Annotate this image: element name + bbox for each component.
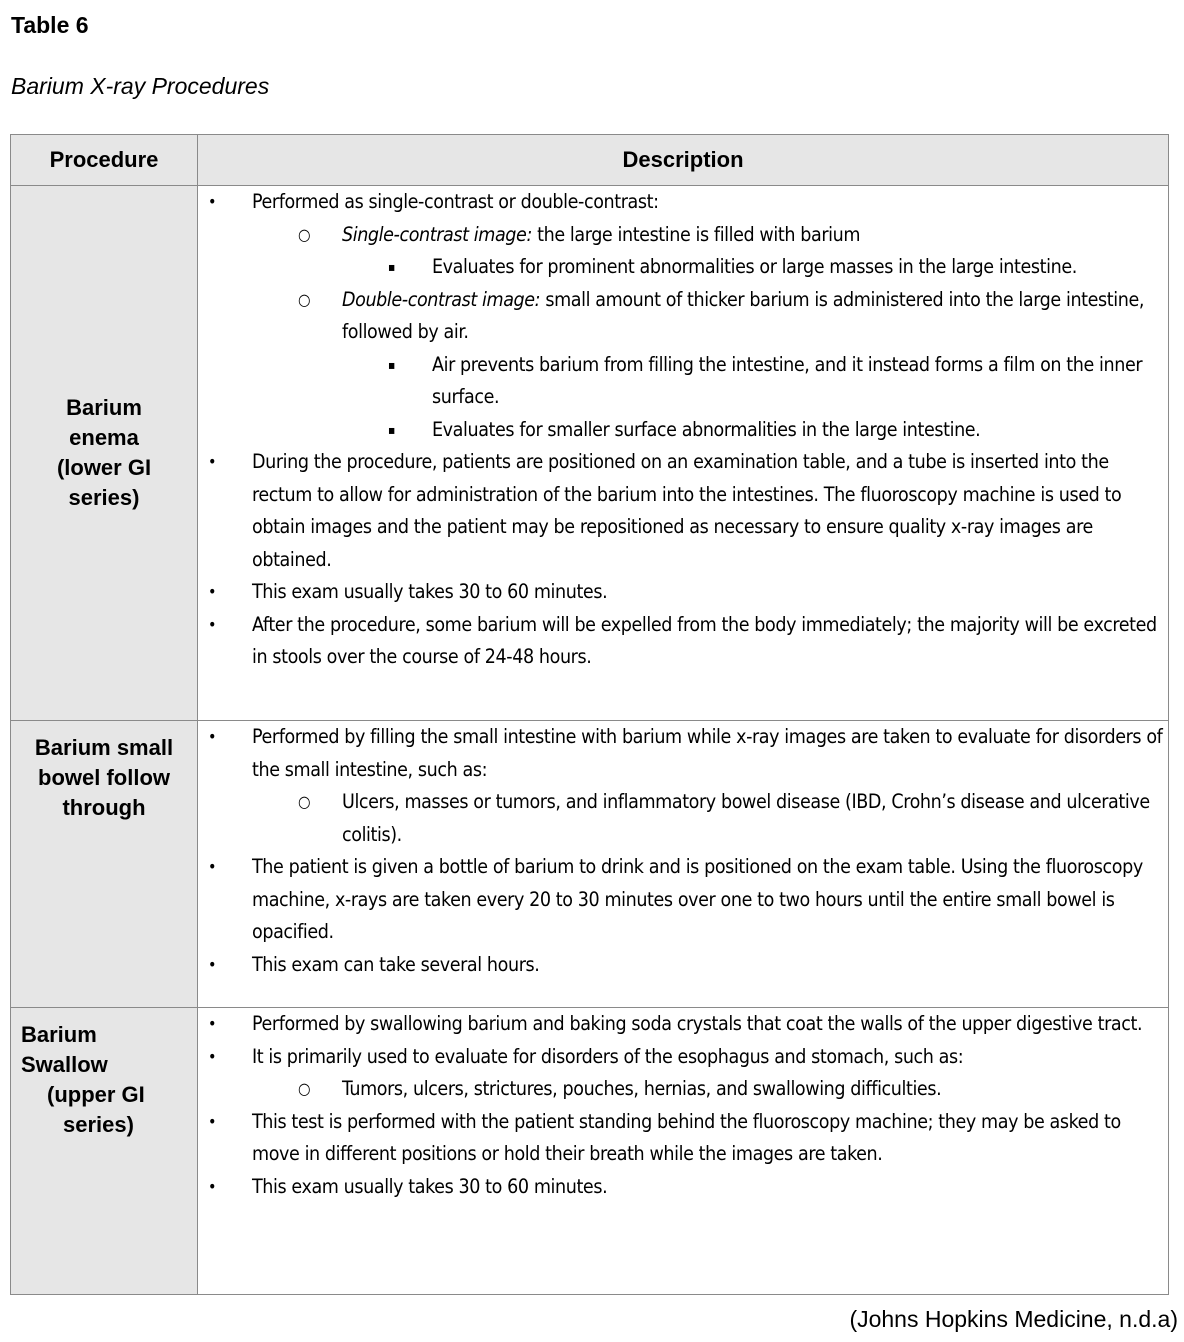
table-row xyxy=(11,1008,1169,1295)
procedures-table xyxy=(10,134,1169,1295)
item-text: This exam usually takes 30 to 60 minutes. xyxy=(252,580,608,603)
description-cell xyxy=(198,186,1169,721)
procedure-line: (upper GI xyxy=(47,1082,145,1107)
list-item xyxy=(198,349,1168,414)
table-title: Barium X-ray Procedures xyxy=(11,73,270,99)
list-item xyxy=(198,251,1168,284)
header-row xyxy=(11,135,1169,186)
item-italic-label: Double-contrast image: xyxy=(342,287,541,311)
procedure-line: through xyxy=(62,795,146,820)
list-item xyxy=(198,851,1168,949)
table-row xyxy=(11,721,1169,1008)
procedure-line: Barium small xyxy=(34,735,174,760)
bullet-disc-icon: • xyxy=(208,1176,217,1196)
item-text: Performed by filling the small intestine with barium while x-ray images are taken to evaluate for disorders of the small intestine, such as: xyxy=(252,725,1163,781)
item-text: This exam can take several hours. xyxy=(252,952,540,976)
bullet-square-icon: ▪ xyxy=(388,260,395,274)
citation: (Johns Hopkins Medicine, n.d.a) xyxy=(849,1306,1178,1332)
item-text: Air prevents barium from filling the intestine, and it instead forms a film on the inner surface. xyxy=(432,352,1143,408)
list-item xyxy=(198,1171,1168,1204)
bullet-circle-icon: ○ xyxy=(298,792,311,811)
item-text: This test is performed with the patient standing behind the fluoroscopy machine; they may be asked to move in different positions or hold their breath while the images are taken. xyxy=(252,1109,1121,1165)
procedure-line: enema xyxy=(69,425,139,450)
table-row xyxy=(11,186,1169,721)
bullet-disc-icon: • xyxy=(208,192,217,211)
bullet-disc-icon: • xyxy=(208,954,217,974)
list-item xyxy=(198,284,1168,349)
procedure-cell xyxy=(11,1008,198,1295)
bullet-square-icon: ▪ xyxy=(388,357,395,372)
item-text: During the procedure, patients are positioned on an examination table, and a tube is inserted into the rectum to allow for administration of the barium into the intestines. The fluoroscopy machine is used to obtain images and the patient may be repositioned as necessary to ensure quality x-ray images are obtained. xyxy=(252,450,1122,571)
item-text: The patient is given a bottle of barium to drink and is positioned on the exam table. Using the fluoroscopy machine, x-rays are taken every 20 to 30 minutes over one to two hours until the entire small bowel is opacified. xyxy=(252,855,1143,943)
item-text: Evaluates for smaller surface abnormalities in the large intestine. xyxy=(432,417,981,441)
list-item xyxy=(198,721,1168,786)
bullet-disc-icon: • xyxy=(208,857,217,876)
table-label: Table 6 xyxy=(11,12,89,38)
list-item xyxy=(198,576,1168,609)
list-item xyxy=(198,219,1168,252)
bullet-disc-icon: • xyxy=(208,727,217,746)
procedure-name xyxy=(11,733,197,823)
item-text: small amount of thicker barium is administered into the large intestine, followed by air. xyxy=(342,287,1145,343)
item-text: Performed as single-contrast or double-contrast: xyxy=(252,190,659,213)
bullet-disc-icon: • xyxy=(208,1014,217,1033)
item-text: the large intestine is filled with barium xyxy=(531,222,861,246)
item-text: This exam usually takes 30 to 60 minutes. xyxy=(252,1174,608,1198)
list-item xyxy=(198,949,1168,982)
list-item xyxy=(198,186,1168,219)
bullet-disc-icon: • xyxy=(208,1046,217,1066)
procedure-line: series) xyxy=(63,1112,134,1137)
item-text: Performed by swallowing barium and baking soda crystals that coat the walls of the upper digestive tract. xyxy=(252,1012,1143,1035)
procedure-cell xyxy=(11,721,198,1008)
procedure-line: bowel follow xyxy=(38,765,170,790)
header-procedure: Procedure xyxy=(11,135,198,186)
list-item xyxy=(198,414,1168,447)
bullet-circle-icon: ○ xyxy=(298,289,311,309)
bullet-square-icon: ▪ xyxy=(388,422,395,437)
bullet-disc-icon: • xyxy=(208,452,217,471)
procedure-line: series) xyxy=(68,485,140,510)
procedure-cell xyxy=(11,186,198,721)
item-italic-label: Single-contrast image: xyxy=(342,222,532,246)
list-item xyxy=(198,1008,1168,1041)
list-item xyxy=(198,1073,1168,1106)
procedure-line: Barium xyxy=(66,395,142,420)
list-item xyxy=(198,1041,1168,1074)
description-cell xyxy=(198,1008,1169,1295)
procedure-line: (lower GI xyxy=(56,455,152,480)
procedure-line: Swallow xyxy=(21,1052,108,1077)
item-text: After the procedure, some barium will be expelled from the body immediately; the majority will be excreted in stools over the course of 24-48 hours. xyxy=(252,612,1157,668)
bullet-disc-icon: • xyxy=(208,614,217,634)
procedure-line: Barium xyxy=(21,1022,97,1047)
bullet-disc-icon: • xyxy=(208,582,217,601)
bullet-disc-icon: • xyxy=(208,1111,217,1131)
item-text: It is primarily used to evaluate for disorders of the esophagus and stomach, such as: xyxy=(252,1044,964,1068)
bullet-circle-icon: ○ xyxy=(298,1079,311,1098)
procedure-name xyxy=(11,186,197,720)
list-item xyxy=(198,786,1168,851)
list-item xyxy=(198,609,1168,674)
item-text: Ulcers, masses or tumors, and inflammatory bowel disease (IBD, Crohn’s disease and ulcerative colitis). xyxy=(342,790,1150,846)
list-item xyxy=(198,446,1168,576)
item-text: Evaluates for prominent abnormalities or large masses in the large intestine. xyxy=(432,255,1077,278)
item-text: Tumors, ulcers, strictures, pouches, hernias, and swallowing difficulties. xyxy=(342,1077,942,1100)
header-description: Description xyxy=(198,135,1169,186)
procedure-name xyxy=(21,1020,197,1140)
list-item xyxy=(198,1106,1168,1171)
description-cell xyxy=(198,721,1169,1008)
bullet-circle-icon: ○ xyxy=(298,224,311,244)
